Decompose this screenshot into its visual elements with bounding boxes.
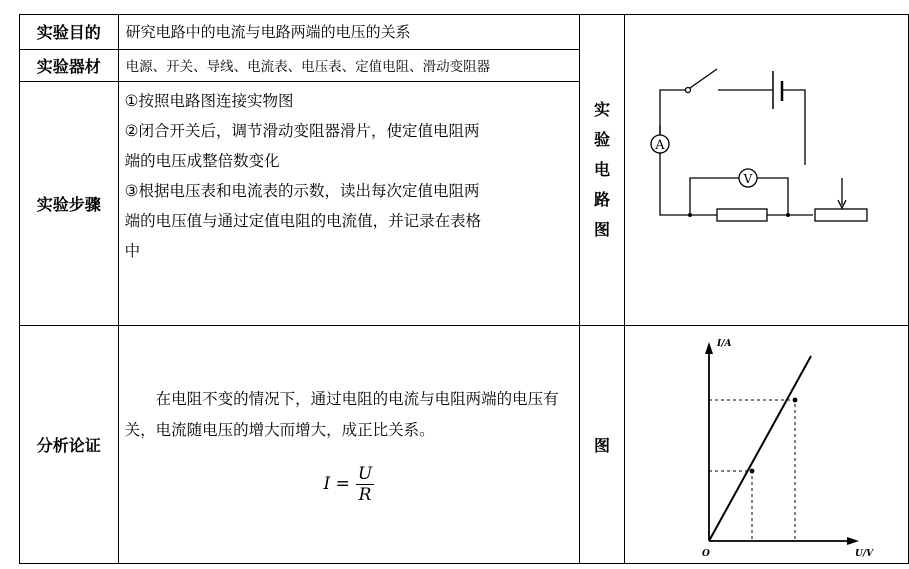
graph-cell xyxy=(624,326,908,564)
purpose-text: 研究电路中的电流与电路两端的电压的关系 xyxy=(118,15,580,50)
iu-graph xyxy=(625,326,908,559)
circuit-label-char: 电 xyxy=(594,160,611,179)
circuit-diagram-label xyxy=(580,15,625,326)
analysis-cell xyxy=(118,326,580,564)
equipment-label: 实验器材 xyxy=(20,49,119,82)
switch-lever xyxy=(690,69,717,88)
proportional-line xyxy=(709,356,811,541)
formula-fraction xyxy=(356,464,374,505)
step-line: ①按照电路图连接实物图 xyxy=(124,92,294,111)
data-point xyxy=(793,398,798,403)
x-axis-arrow xyxy=(847,537,859,545)
step-line: ②闭合开关后，调节滑动变阻器滑片，使定值电阻两 xyxy=(124,122,480,141)
step-line: 端的电压成整倍数变化 xyxy=(124,152,280,171)
y-axis-label: I/A xyxy=(716,339,732,349)
step-line: 端的电压值与通过定值电阻的电流值，并记录在表格 xyxy=(124,212,482,231)
analysis-label: 分析论证 xyxy=(20,326,119,564)
graph-label: 图 xyxy=(580,326,625,564)
purpose-label: 实验目的 xyxy=(20,15,119,50)
junction-dot xyxy=(786,213,790,217)
circuit-label-char: 图 xyxy=(594,220,611,239)
step-line: ③根据电压表和电流表的示数，读出每次定值电阻两 xyxy=(124,182,480,201)
step-line: 中 xyxy=(124,242,141,261)
fixed-resistor xyxy=(717,209,767,221)
circuit-label-char: 实 xyxy=(594,100,611,119)
origin-label: O xyxy=(701,549,710,559)
steps-text xyxy=(118,82,580,326)
circuit-diagram xyxy=(625,15,908,321)
data-point xyxy=(750,469,755,474)
voltmeter-symbol: V xyxy=(743,172,753,186)
analysis-text: 在电阻不变的情况下，通过电阻的电流与电阻两端的电压有关，电流随电压的增大而增大，成正比关系。 xyxy=(124,390,559,439)
circuit-label-char: 验 xyxy=(594,130,611,149)
switch-pivot xyxy=(685,88,690,93)
formula-numerator: U xyxy=(357,464,373,484)
ammeter-symbol: A xyxy=(655,138,665,153)
circuit-diagram-cell xyxy=(624,15,908,326)
steps-label: 实验步骤 xyxy=(20,82,119,326)
junction-dot xyxy=(688,213,692,217)
experiment-table xyxy=(19,14,909,564)
x-axis-label: U/V xyxy=(854,549,874,559)
formula-denominator: R xyxy=(358,485,372,505)
circuit-label-char: 路 xyxy=(594,190,611,209)
equipment-text: 电源、开关、导线、电流表、电压表、定值电阻、滑动变阻器 xyxy=(118,49,580,82)
ohm-formula xyxy=(125,464,574,505)
formula-lhs: I = xyxy=(323,474,350,494)
rheostat xyxy=(815,209,867,221)
y-axis-arrow xyxy=(705,342,713,354)
